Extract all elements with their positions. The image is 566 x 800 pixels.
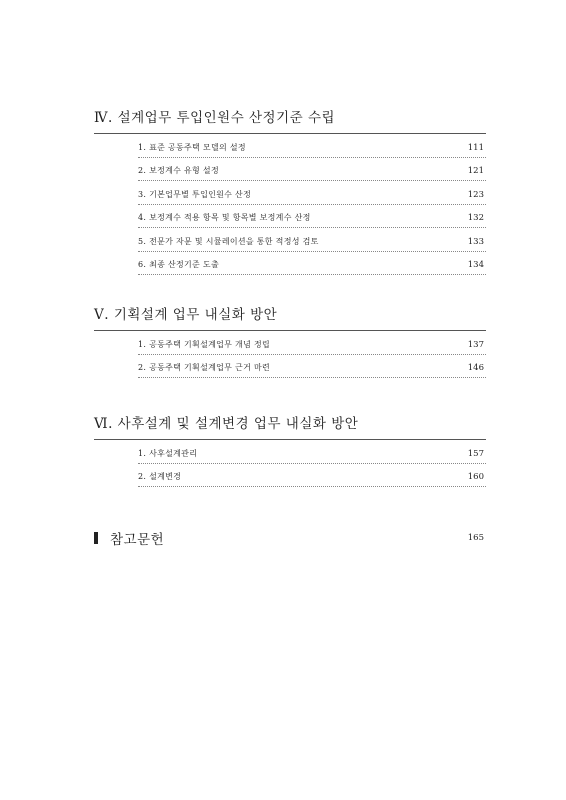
references-heading bbox=[94, 528, 164, 548]
section-title: Ⅴ. 기획설계 업무 내실화 방안 bbox=[94, 306, 486, 331]
toc-entry-page: 160 bbox=[467, 472, 484, 482]
toc-entry-page: 111 bbox=[467, 142, 484, 153]
toc-entry[interactable] bbox=[138, 158, 486, 182]
toc-entry-label: 6. 최종 산정기준 도출 bbox=[138, 260, 219, 269]
toc-entry-page: 123 bbox=[467, 189, 484, 200]
toc-entry-label: 3. 기본업무별 투입인원수 산정 bbox=[138, 189, 252, 199]
toc-entries bbox=[138, 134, 486, 275]
toc-entry[interactable] bbox=[138, 181, 486, 205]
toc-entry[interactable] bbox=[138, 134, 486, 158]
section-title: Ⅵ. 사후설계 및 설계변경 업무 내실화 방안 bbox=[94, 415, 486, 440]
toc-entries bbox=[138, 331, 486, 378]
toc-entry[interactable] bbox=[138, 252, 486, 276]
toc-entry[interactable] bbox=[138, 355, 486, 379]
toc-entry[interactable] bbox=[138, 464, 486, 488]
bullet-marker-icon bbox=[94, 532, 98, 544]
toc-entry-page: 134 bbox=[467, 260, 484, 270]
toc-references[interactable] bbox=[94, 529, 486, 547]
toc-section-5 bbox=[94, 306, 486, 378]
toc-entry-page: 121 bbox=[467, 166, 484, 176]
toc-entry-page: 132 bbox=[467, 213, 484, 223]
toc-entry-label: 2. 공동주택 기획설계업무 근거 마련 bbox=[138, 363, 270, 372]
toc-entries bbox=[138, 440, 486, 487]
toc-entry-page: 157 bbox=[467, 448, 484, 459]
toc-entry-page: 137 bbox=[467, 339, 484, 350]
toc-entry-label: 1. 사후설계관리 bbox=[138, 448, 198, 458]
toc-entry-label: 1. 공동주택 기획설계업무 개념 정립 bbox=[138, 339, 270, 349]
toc-entry[interactable] bbox=[138, 440, 486, 464]
toc-entry-label: 5. 전문가 자문 및 시뮬레이션을 통한 적정성 검토 bbox=[138, 236, 319, 246]
toc-entry-page: 133 bbox=[467, 236, 484, 247]
toc-entry-label: 4. 보정계수 적용 항목 및 항목별 보정계수 산정 bbox=[138, 213, 311, 222]
toc-entry-label: 1. 표준 공동주택 모델의 설정 bbox=[138, 142, 246, 152]
toc-section-4 bbox=[94, 109, 486, 275]
toc-entry-label: 2. 설계변경 bbox=[138, 472, 182, 481]
section-title: Ⅳ. 설계업무 투입인원수 산정기준 수립 bbox=[94, 109, 486, 134]
references-page: 165 bbox=[467, 533, 484, 543]
toc-entry[interactable] bbox=[138, 205, 486, 229]
toc-entry-label: 2. 보정계수 유형 설정 bbox=[138, 166, 219, 175]
toc-section-6 bbox=[94, 415, 486, 487]
references-title: 참고문헌 bbox=[110, 532, 165, 548]
toc-entry-page: 146 bbox=[467, 363, 484, 373]
toc-entry[interactable] bbox=[138, 331, 486, 355]
toc-entry[interactable] bbox=[138, 228, 486, 252]
